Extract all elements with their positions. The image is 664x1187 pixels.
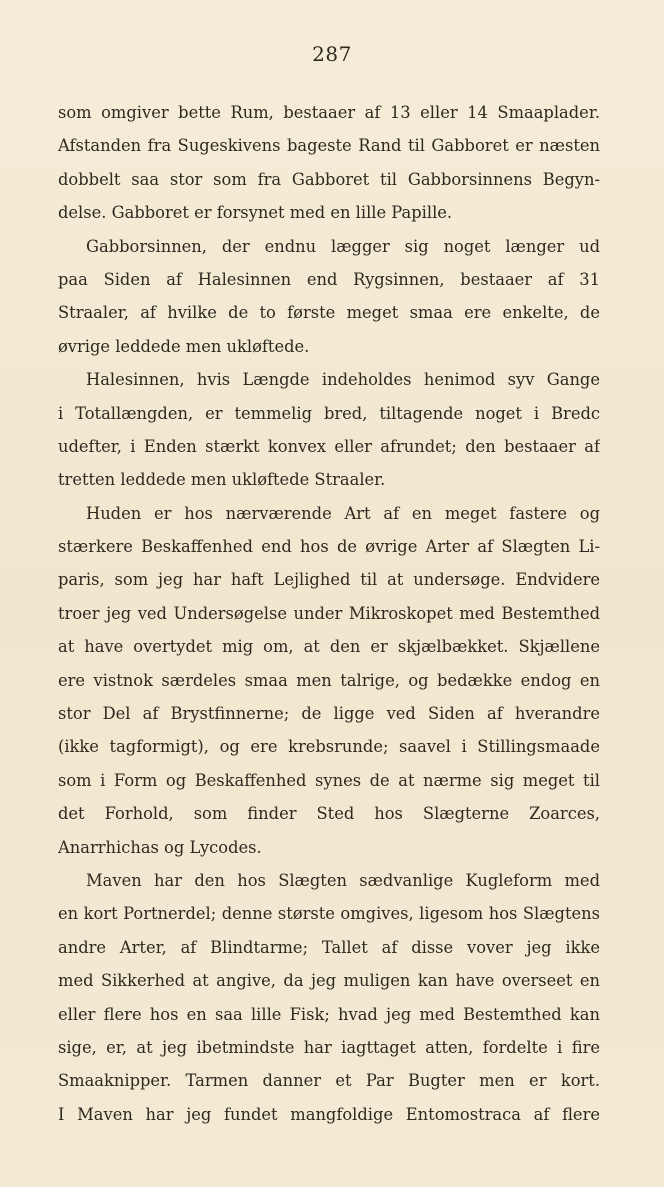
text-line: dobbelt saa stor som fra Gabboret til Gabborsinnens Begyn- bbox=[58, 169, 600, 189]
text-line: paa Siden af Halesinnen end Rygsinnen, bestaaer af 31 bbox=[58, 269, 600, 289]
text-line: delse. Gabboret er forsynet med en lille Papille. bbox=[58, 203, 453, 223]
text-line: som omgiver bette Rum, bestaaer af 13 eller 14 Smaaplader. bbox=[58, 103, 600, 122]
text-line: en kort Portnerdel; denne største omgives, ligesom hos Slægtens bbox=[58, 904, 600, 924]
text-line: ere vistnok særdeles smaa men talrige, og bedække endog en bbox=[58, 670, 600, 690]
text-line: eller flere hos en saa lille Fisk; hvad jeg med Bestemthed kan bbox=[58, 1004, 600, 1024]
text-line: at have overtydet mig om, at den er skjælbækket. Skjællene bbox=[58, 637, 600, 657]
text-line: Gabborsinnen, der endnu lægger sig noget længer ud bbox=[86, 236, 600, 256]
text-line: (ikke tagformigt), og ere krebsrunde; saavel i Stillingsmaade bbox=[58, 737, 600, 757]
page-number: 287 bbox=[312, 42, 352, 66]
paragraph bbox=[58, 230, 600, 364]
text-line: øvrige leddede men ukløftede. bbox=[58, 336, 310, 356]
paragraph bbox=[58, 864, 600, 1131]
text-line: i Totallængden, er temmelig bred, tiltagende noget i Bredc bbox=[58, 403, 600, 423]
text-line: med Sikkerhed at angive, da jeg muligen kan have overseet en bbox=[58, 971, 600, 991]
text-line: Halesinnen, hvis Længde indeholdes henimod syv Gange bbox=[86, 370, 600, 390]
body-text bbox=[58, 96, 600, 1131]
text-line: Straaler, af hvilke de to første meget smaa ere enkelte, de bbox=[58, 303, 600, 323]
paragraph bbox=[58, 96, 600, 230]
text-line: I Maven har jeg fundet mangfoldige Entomostraca af flere bbox=[58, 1104, 600, 1124]
text-line: Smaaknipper. Tarmen danner et Par Bugter men er kort. bbox=[58, 1071, 600, 1091]
paragraph bbox=[58, 497, 600, 864]
text-line: Huden er hos nærværende Art af en meget fastere og bbox=[86, 503, 600, 523]
text-line: paris, som jeg har haft Lejlighed til at undersøge. Endvidere bbox=[58, 570, 600, 590]
text-line: troer jeg ved Undersøgelse under Mikroskopet med Bestemthed bbox=[58, 603, 600, 623]
text-line: Maven har den hos Slægten sædvanlige Kugleform med bbox=[86, 870, 600, 890]
text-line: sige, er, at jeg ibetmindste har iagttaget atten, fordelte i fire bbox=[58, 1037, 600, 1057]
text-line: stærkere Beskaffenhed end hos de øvrige Arter af Slægten Li- bbox=[58, 537, 600, 557]
text-line: Anarrhichas og Lycodes. bbox=[58, 837, 262, 857]
text-line: udefter, i Enden stærkt konvex eller afrundet; den bestaaer af bbox=[58, 436, 600, 456]
text-line: andre Arter, af Blindtarme; Tallet af disse vover jeg ikke bbox=[58, 937, 600, 957]
text-line: det Forhold, som finder Sted hos Slægterne Zoarces, bbox=[58, 804, 600, 824]
text-line: Afstanden fra Sugeskivens bageste Rand til Gabboret er næsten bbox=[58, 136, 600, 156]
text-line: som i Form og Beskaffenhed synes de at nærme sig meget til bbox=[58, 770, 600, 790]
text-line: stor Del af Brystfinnerne; de ligge ved Siden af hverandre bbox=[58, 704, 600, 724]
text-line: tretten leddede men ukløftede Straaler. bbox=[58, 470, 386, 490]
paragraph bbox=[58, 363, 600, 497]
